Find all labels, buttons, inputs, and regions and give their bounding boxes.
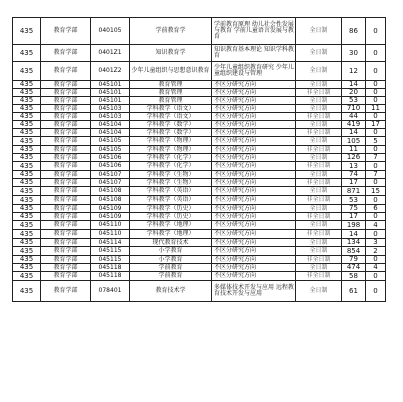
college-cell: 教育学部 xyxy=(41,221,91,230)
table-row xyxy=(13,196,386,205)
table-row xyxy=(13,205,386,213)
unit-code-cell: 435 xyxy=(13,89,41,97)
research-direction-cell: 不区分研究方向 xyxy=(212,113,296,121)
research-direction-cell: 少年儿童组织教育研究 少年儿童组织建设与管理 xyxy=(212,62,296,81)
plan-count-cell: 134 xyxy=(342,239,366,247)
plan-count-cell: 53 xyxy=(342,97,366,105)
table-row xyxy=(13,129,386,137)
major-name-cell: 小学教育 xyxy=(130,247,212,256)
extra-count-cell: 0 xyxy=(366,213,386,221)
unit-code-cell: 435 xyxy=(13,162,41,171)
table-row xyxy=(13,105,386,113)
extra-count-cell: 0 xyxy=(366,18,386,45)
college-cell: 教育学部 xyxy=(41,230,91,239)
study-mode-cell: 非全日制 xyxy=(296,162,342,171)
table-row xyxy=(13,97,386,105)
major-code-cell: 045109 xyxy=(91,213,130,221)
research-direction-cell: 不区分研究方向 xyxy=(212,121,296,129)
college-cell: 教育学部 xyxy=(41,162,91,171)
college-cell: 教育学部 xyxy=(41,105,91,113)
study-mode-cell: 全日制 xyxy=(296,121,342,129)
extra-count-cell: 0 xyxy=(366,113,386,121)
research-direction-cell: 不区分研究方向 xyxy=(212,137,296,146)
table-row xyxy=(13,45,386,62)
plan-count-cell: 79 xyxy=(342,256,366,264)
unit-code-cell: 435 xyxy=(13,113,41,121)
table-row xyxy=(13,213,386,221)
major-name-cell: 学科教学（语文） xyxy=(130,105,212,113)
unit-code-cell: 435 xyxy=(13,256,41,264)
major-code-cell: 045106 xyxy=(91,154,130,162)
extra-count-cell: 0 xyxy=(366,146,386,154)
study-mode-cell: 全日制 xyxy=(296,18,342,45)
table-row xyxy=(13,171,386,179)
unit-code-cell: 435 xyxy=(13,281,41,302)
major-code-cell: 045118 xyxy=(91,264,130,272)
major-code-cell: 0401Z2 xyxy=(91,62,130,81)
study-mode-cell: 全日制 xyxy=(296,239,342,247)
major-name-cell: 学科教学（语文） xyxy=(130,113,212,121)
research-direction-cell: 多媒体技术开发与应用 远程教育技术开发与应用 xyxy=(212,281,296,302)
extra-count-cell: 15 xyxy=(366,187,386,196)
study-mode-cell: 全日制 xyxy=(296,45,342,62)
college-cell: 教育学部 xyxy=(41,154,91,162)
major-name-cell: 学科教学（化学） xyxy=(130,162,212,171)
study-mode-cell: 全日制 xyxy=(296,205,342,213)
major-code-cell: 045101 xyxy=(91,89,130,97)
study-mode-cell: 非全日制 xyxy=(296,256,342,264)
college-cell: 教育学部 xyxy=(41,62,91,81)
major-code-cell: 045115 xyxy=(91,256,130,264)
table-row xyxy=(13,162,386,171)
college-cell: 教育学部 xyxy=(41,256,91,264)
extra-count-cell: 4 xyxy=(366,264,386,272)
major-code-cell: 045105 xyxy=(91,146,130,154)
college-cell: 教育学部 xyxy=(41,272,91,281)
unit-code-cell: 435 xyxy=(13,264,41,272)
extra-count-cell: 0 xyxy=(366,97,386,105)
plan-count-cell: 105 xyxy=(342,137,366,146)
plan-count-cell: 14 xyxy=(342,81,366,89)
research-direction-cell: 不区分研究方向 xyxy=(212,187,296,196)
plan-count-cell: 17 xyxy=(342,213,366,221)
research-direction-cell: 不区分研究方向 xyxy=(212,129,296,137)
major-code-cell: 045114 xyxy=(91,239,130,247)
study-mode-cell: 非全日制 xyxy=(296,179,342,187)
study-mode-cell: 非全日制 xyxy=(296,272,342,281)
extra-count-cell: 6 xyxy=(366,205,386,213)
plan-count-cell: 86 xyxy=(342,18,366,45)
plan-count-cell: 710 xyxy=(342,105,366,113)
major-code-cell: 045115 xyxy=(91,247,130,256)
extra-count-cell: 7 xyxy=(366,154,386,162)
study-mode-cell: 非全日制 xyxy=(296,230,342,239)
research-direction-cell: 不区分研究方向 xyxy=(212,272,296,281)
study-mode-cell: 全日制 xyxy=(296,221,342,230)
major-name-cell: 少年儿童组织与思想意识教育 xyxy=(130,62,212,81)
unit-code-cell: 435 xyxy=(13,146,41,154)
research-direction-cell: 不区分研究方向 xyxy=(212,171,296,179)
unit-code-cell: 435 xyxy=(13,230,41,239)
major-name-cell: 学科教学（数学） xyxy=(130,121,212,129)
unit-code-cell: 435 xyxy=(13,62,41,81)
table-row xyxy=(13,137,386,146)
major-code-cell: 045110 xyxy=(91,230,130,239)
major-name-cell: 知识教育学 xyxy=(130,45,212,62)
unit-code-cell: 435 xyxy=(13,213,41,221)
college-cell: 教育学部 xyxy=(41,247,91,256)
table-row xyxy=(13,121,386,129)
plan-count-cell: 75 xyxy=(342,205,366,213)
research-direction-cell: 不区分研究方向 xyxy=(212,162,296,171)
plan-count-cell: 58 xyxy=(342,272,366,281)
major-name-cell: 学科教学（生物） xyxy=(130,171,212,179)
college-cell: 教育学部 xyxy=(41,281,91,302)
unit-code-cell: 435 xyxy=(13,205,41,213)
plan-count-cell: 53 xyxy=(342,196,366,205)
major-name-cell: 学科教学（历史） xyxy=(130,213,212,221)
major-name-cell: 学前教育 xyxy=(130,272,212,281)
major-code-cell: 045108 xyxy=(91,187,130,196)
study-mode-cell: 非全日制 xyxy=(296,89,342,97)
unit-code-cell: 435 xyxy=(13,187,41,196)
unit-code-cell: 435 xyxy=(13,105,41,113)
extra-count-cell: 4 xyxy=(366,221,386,230)
research-direction-cell: 不区分研究方向 xyxy=(212,81,296,89)
table-row xyxy=(13,256,386,264)
college-cell: 教育学部 xyxy=(41,121,91,129)
table-row xyxy=(13,154,386,162)
table-row xyxy=(13,113,386,121)
plan-count-cell: 74 xyxy=(342,171,366,179)
college-cell: 教育学部 xyxy=(41,213,91,221)
unit-code-cell: 435 xyxy=(13,137,41,146)
major-name-cell: 学科教学（地理） xyxy=(130,221,212,230)
study-mode-cell: 非全日制 xyxy=(296,213,342,221)
major-name-cell: 学科教学（英语） xyxy=(130,196,212,205)
research-direction-cell: 不区分研究方向 xyxy=(212,154,296,162)
study-mode-cell: 全日制 xyxy=(296,171,342,179)
major-name-cell: 学前教育 xyxy=(130,264,212,272)
study-mode-cell: 全日制 xyxy=(296,97,342,105)
extra-count-cell: 0 xyxy=(366,62,386,81)
unit-code-cell: 435 xyxy=(13,196,41,205)
extra-count-cell: 0 xyxy=(366,281,386,302)
plan-count-cell: 17 xyxy=(342,179,366,187)
study-mode-cell: 全日制 xyxy=(296,137,342,146)
unit-code-cell: 435 xyxy=(13,239,41,247)
research-direction-cell: 不区分研究方向 xyxy=(212,213,296,221)
plan-count-cell: 474 xyxy=(342,264,366,272)
major-name-cell: 学科教学（地理） xyxy=(130,230,212,239)
plan-count-cell: 126 xyxy=(342,154,366,162)
research-direction-cell: 不区分研究方向 xyxy=(212,97,296,105)
study-mode-cell: 非全日制 xyxy=(296,129,342,137)
study-mode-cell: 全日制 xyxy=(296,187,342,196)
major-code-cell: 040105 xyxy=(91,18,130,45)
study-mode-cell: 全日制 xyxy=(296,281,342,302)
college-cell: 教育学部 xyxy=(41,146,91,154)
table-row xyxy=(13,89,386,97)
table-row xyxy=(13,146,386,154)
research-direction-cell: 不区分研究方向 xyxy=(212,221,296,230)
major-name-cell: 现代教育技术 xyxy=(130,239,212,247)
research-direction-cell: 不区分研究方向 xyxy=(212,196,296,205)
college-cell: 教育学部 xyxy=(41,129,91,137)
extra-count-cell: 0 xyxy=(366,129,386,137)
major-code-cell: 0401Z1 xyxy=(91,45,130,62)
plan-count-cell: 61 xyxy=(342,281,366,302)
college-cell: 教育学部 xyxy=(41,187,91,196)
research-direction-cell: 不区分研究方向 xyxy=(212,146,296,154)
study-mode-cell: 全日制 xyxy=(296,264,342,272)
college-cell: 教育学部 xyxy=(41,137,91,146)
major-code-cell: 045101 xyxy=(91,97,130,105)
college-cell: 教育学部 xyxy=(41,89,91,97)
plan-count-cell: 20 xyxy=(342,89,366,97)
major-code-cell: 045106 xyxy=(91,162,130,171)
college-cell: 教育学部 xyxy=(41,113,91,121)
research-direction-cell: 学前教育原理 幼儿社会性发展与教育 学前儿童语言发展与教育 xyxy=(212,18,296,45)
major-code-cell: 045105 xyxy=(91,137,130,146)
college-cell: 教育学部 xyxy=(41,196,91,205)
extra-count-cell: 2 xyxy=(366,247,386,256)
research-direction-cell: 不区分研究方向 xyxy=(212,256,296,264)
research-direction-cell: 不区分研究方向 xyxy=(212,239,296,247)
major-name-cell: 学科教学（历史） xyxy=(130,205,212,213)
extra-count-cell: 0 xyxy=(366,196,386,205)
research-direction-cell: 不区分研究方向 xyxy=(212,205,296,213)
table-row xyxy=(13,221,386,230)
college-cell: 教育学部 xyxy=(41,97,91,105)
research-direction-cell: 不区分研究方向 xyxy=(212,89,296,97)
table-row xyxy=(13,272,386,281)
plan-count-cell: 198 xyxy=(342,221,366,230)
major-name-cell: 学科教学（英语） xyxy=(130,187,212,196)
major-code-cell: 045101 xyxy=(91,81,130,89)
table-body xyxy=(13,18,386,302)
research-direction-cell: 不区分研究方向 xyxy=(212,264,296,272)
study-mode-cell: 全日制 xyxy=(296,81,342,89)
study-mode-cell: 非全日制 xyxy=(296,146,342,154)
plan-count-cell: 419 xyxy=(342,121,366,129)
extra-count-cell: 0 xyxy=(366,81,386,89)
major-name-cell: 学科教学（物理） xyxy=(130,137,212,146)
table-row xyxy=(13,264,386,272)
major-code-cell: 078401 xyxy=(91,281,130,302)
major-name-cell: 教育管理 xyxy=(130,81,212,89)
table-row xyxy=(13,230,386,239)
major-name-cell: 教育管理 xyxy=(130,97,212,105)
study-mode-cell: 全日制 xyxy=(296,105,342,113)
major-code-cell: 045104 xyxy=(91,129,130,137)
unit-code-cell: 435 xyxy=(13,154,41,162)
college-cell: 教育学部 xyxy=(41,18,91,45)
plan-count-cell: 11 xyxy=(342,146,366,154)
research-direction-cell: 不区分研究方向 xyxy=(212,247,296,256)
major-name-cell: 学科教学（物理） xyxy=(130,146,212,154)
extra-count-cell: 0 xyxy=(366,272,386,281)
table-row xyxy=(13,81,386,89)
table-row xyxy=(13,281,386,302)
plan-count-cell: 30 xyxy=(342,45,366,62)
plan-count-cell: 871 xyxy=(342,187,366,196)
extra-count-cell: 0 xyxy=(366,45,386,62)
extra-count-cell: 0 xyxy=(366,230,386,239)
major-name-cell: 学科教学（数学） xyxy=(130,129,212,137)
extra-count-cell: 0 xyxy=(366,179,386,187)
major-code-cell: 045118 xyxy=(91,272,130,281)
table-row xyxy=(13,247,386,256)
unit-code-cell: 435 xyxy=(13,272,41,281)
major-code-cell: 045108 xyxy=(91,196,130,205)
extra-count-cell: 3 xyxy=(366,239,386,247)
major-code-cell: 045104 xyxy=(91,121,130,129)
major-code-cell: 045109 xyxy=(91,205,130,213)
plan-count-cell: 12 xyxy=(342,62,366,81)
table-row xyxy=(13,62,386,81)
college-cell: 教育学部 xyxy=(41,179,91,187)
admissions-table xyxy=(12,17,386,302)
unit-code-cell: 435 xyxy=(13,221,41,230)
unit-code-cell: 435 xyxy=(13,121,41,129)
extra-count-cell: 0 xyxy=(366,89,386,97)
table-row xyxy=(13,179,386,187)
extra-count-cell: 7 xyxy=(366,171,386,179)
plan-count-cell: 854 xyxy=(342,247,366,256)
extra-count-cell: 0 xyxy=(366,256,386,264)
college-cell: 教育学部 xyxy=(41,205,91,213)
unit-code-cell: 435 xyxy=(13,45,41,62)
research-direction-cell: 不区分研究方向 xyxy=(212,179,296,187)
research-direction-cell: 知识教育基本理论 知识学科教育 xyxy=(212,45,296,62)
unit-code-cell: 435 xyxy=(13,179,41,187)
major-code-cell: 045107 xyxy=(91,171,130,179)
plan-count-cell: 13 xyxy=(342,162,366,171)
plan-count-cell: 14 xyxy=(342,129,366,137)
major-name-cell: 学科教学（化学） xyxy=(130,154,212,162)
extra-count-cell: 5 xyxy=(366,137,386,146)
research-direction-cell: 不区分研究方向 xyxy=(212,105,296,113)
study-mode-cell: 非全日制 xyxy=(296,196,342,205)
college-cell: 教育学部 xyxy=(41,264,91,272)
unit-code-cell: 435 xyxy=(13,171,41,179)
college-cell: 教育学部 xyxy=(41,81,91,89)
major-name-cell: 学科教学（生物） xyxy=(130,179,212,187)
extra-count-cell: 0 xyxy=(366,162,386,171)
study-mode-cell: 全日制 xyxy=(296,62,342,81)
study-mode-cell: 非全日制 xyxy=(296,113,342,121)
extra-count-cell: 11 xyxy=(366,105,386,113)
unit-code-cell: 435 xyxy=(13,81,41,89)
college-cell: 教育学部 xyxy=(41,239,91,247)
study-mode-cell: 全日制 xyxy=(296,247,342,256)
major-code-cell: 045103 xyxy=(91,113,130,121)
extra-count-cell: 17 xyxy=(366,121,386,129)
unit-code-cell: 435 xyxy=(13,247,41,256)
major-code-cell: 045103 xyxy=(91,105,130,113)
unit-code-cell: 435 xyxy=(13,18,41,45)
major-name-cell: 小学教育 xyxy=(130,256,212,264)
table-row xyxy=(13,18,386,45)
major-name-cell: 教育管理 xyxy=(130,89,212,97)
table-row xyxy=(13,187,386,196)
major-name-cell: 学前教育学 xyxy=(130,18,212,45)
research-direction-cell: 不区分研究方向 xyxy=(212,230,296,239)
unit-code-cell: 435 xyxy=(13,129,41,137)
major-code-cell: 045110 xyxy=(91,221,130,230)
major-name-cell: 教育技术学 xyxy=(130,281,212,302)
plan-count-cell: 14 xyxy=(342,230,366,239)
plan-count-cell: 44 xyxy=(342,113,366,121)
unit-code-cell: 435 xyxy=(13,97,41,105)
study-mode-cell: 全日制 xyxy=(296,154,342,162)
college-cell: 教育学部 xyxy=(41,45,91,62)
major-code-cell: 045107 xyxy=(91,179,130,187)
college-cell: 教育学部 xyxy=(41,171,91,179)
table-row xyxy=(13,239,386,247)
